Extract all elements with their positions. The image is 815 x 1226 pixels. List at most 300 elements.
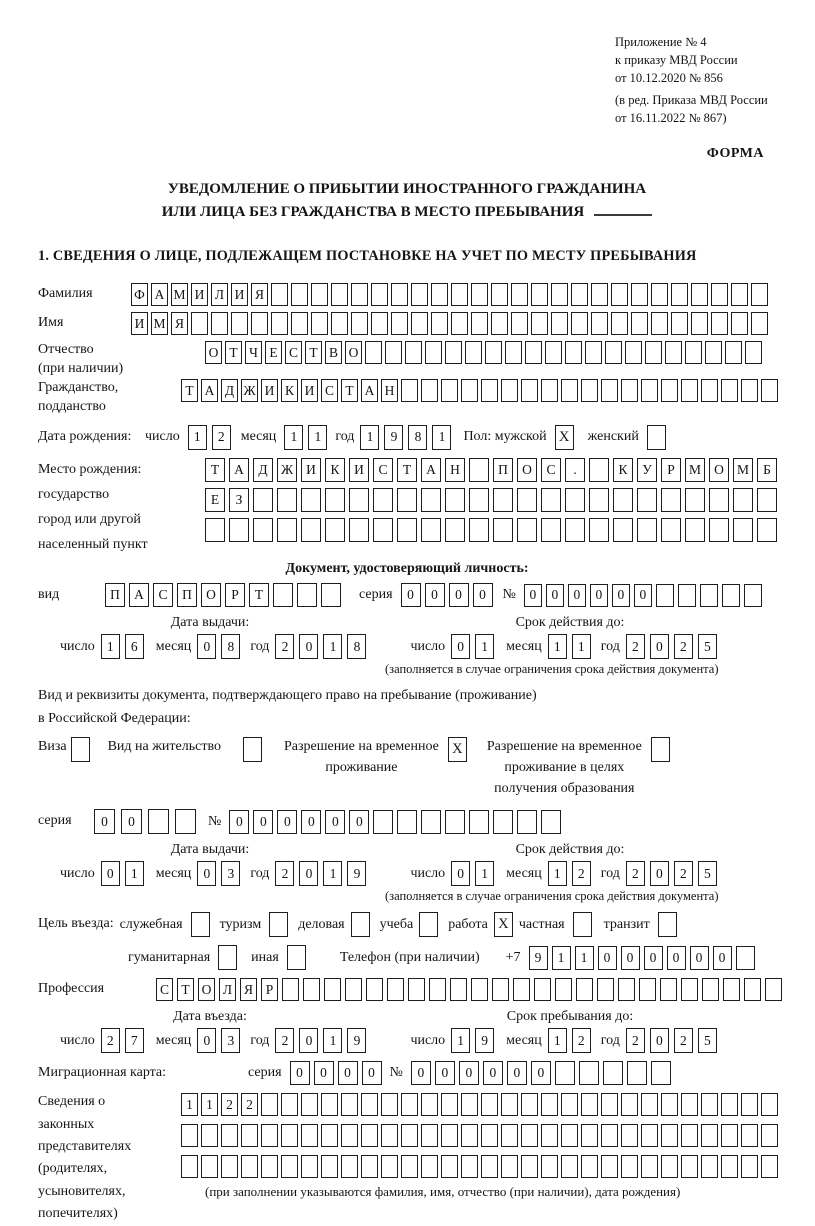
char-cell[interactable]: О [709, 458, 729, 482]
char-cell[interactable] [411, 312, 428, 335]
char-cell[interactable]: 0 [362, 1061, 382, 1085]
char-cell[interactable]: . [565, 458, 585, 482]
char-cell[interactable] [331, 312, 348, 335]
char-cell[interactable]: 2 [626, 634, 645, 659]
char-cell[interactable] [625, 341, 642, 364]
char-cell[interactable] [493, 488, 513, 512]
char-cell[interactable] [641, 379, 658, 402]
char-cell[interactable]: Ч [245, 341, 262, 364]
char-cell[interactable] [701, 1124, 718, 1147]
char-cell[interactable] [641, 1124, 658, 1147]
char-cell[interactable]: Л [211, 283, 228, 306]
char-cell[interactable] [661, 1093, 678, 1116]
char-cell[interactable]: 2 [275, 1028, 294, 1053]
char-cell[interactable] [534, 978, 551, 1001]
sex-female-checkbox[interactable] [647, 425, 666, 450]
char-cell[interactable] [561, 379, 578, 402]
char-cell[interactable] [701, 1155, 718, 1178]
char-cell[interactable] [148, 809, 169, 834]
char-cell[interactable] [744, 978, 761, 1001]
char-cell[interactable] [611, 283, 628, 306]
char-cell[interactable] [331, 283, 348, 306]
char-cell[interactable]: 0 [449, 583, 469, 607]
char-cell[interactable]: О [517, 458, 537, 482]
char-cell[interactable] [321, 1093, 338, 1116]
char-cell[interactable]: 0 [197, 634, 216, 659]
char-cell[interactable]: 1 [323, 861, 342, 886]
char-cell[interactable] [181, 1155, 198, 1178]
char-cell[interactable] [561, 1093, 578, 1116]
char-cell[interactable] [721, 1155, 738, 1178]
char-cell[interactable]: Д [221, 379, 238, 402]
char-cell[interactable]: 1 [323, 1028, 342, 1053]
char-cell[interactable] [366, 978, 383, 1001]
char-cell[interactable] [421, 488, 441, 512]
char-cell[interactable]: 1 [548, 1028, 567, 1053]
char-cell[interactable] [469, 810, 489, 834]
purpose-work-checkbox[interactable]: X [494, 912, 513, 937]
char-cell[interactable] [175, 809, 196, 834]
char-cell[interactable]: 0 [425, 583, 445, 607]
char-cell[interactable]: 7 [125, 1028, 144, 1053]
char-cell[interactable] [381, 1124, 398, 1147]
char-cell[interactable]: 0 [301, 810, 321, 834]
char-cell[interactable] [261, 1093, 278, 1116]
char-cell[interactable] [401, 1093, 418, 1116]
char-cell[interactable] [301, 518, 321, 542]
char-cell[interactable] [471, 283, 488, 306]
char-cell[interactable] [445, 341, 462, 364]
char-cell[interactable] [361, 1124, 378, 1147]
char-cell[interactable] [621, 379, 638, 402]
char-cell[interactable] [349, 518, 369, 542]
char-cell[interactable]: 1 [475, 861, 494, 886]
char-cell[interactable]: 0 [314, 1061, 334, 1085]
char-cell[interactable] [281, 1124, 298, 1147]
char-cell[interactable]: У [637, 458, 657, 482]
char-cell[interactable] [551, 312, 568, 335]
char-cell[interactable]: 0 [197, 1028, 216, 1053]
char-cell[interactable] [373, 518, 393, 542]
char-cell[interactable] [685, 488, 705, 512]
char-cell[interactable]: К [281, 379, 298, 402]
char-cell[interactable] [381, 1155, 398, 1178]
char-cell[interactable]: П [493, 458, 513, 482]
temp-residence-checkbox[interactable]: X [448, 737, 467, 762]
char-cell[interactable]: 1 [451, 1028, 470, 1053]
char-cell[interactable] [555, 1061, 575, 1085]
char-cell[interactable] [521, 1124, 538, 1147]
char-cell[interactable]: П [105, 583, 125, 607]
char-cell[interactable]: Т [177, 978, 194, 1001]
char-cell[interactable] [251, 312, 268, 335]
char-cell[interactable] [381, 1093, 398, 1116]
char-cell[interactable] [491, 312, 508, 335]
char-cell[interactable] [461, 1124, 478, 1147]
char-cell[interactable] [637, 518, 657, 542]
char-cell[interactable]: А [151, 283, 168, 306]
char-cell[interactable] [461, 1093, 478, 1116]
char-cell[interactable]: Ж [241, 379, 258, 402]
char-cell[interactable] [681, 1124, 698, 1147]
char-cell[interactable] [581, 1093, 598, 1116]
char-cell[interactable]: А [361, 379, 378, 402]
char-cell[interactable] [469, 518, 489, 542]
char-cell[interactable]: 6 [125, 634, 144, 659]
char-cell[interactable]: 0 [531, 1061, 551, 1085]
char-cell[interactable]: 0 [690, 946, 709, 970]
char-cell[interactable] [325, 518, 345, 542]
char-cell[interactable] [231, 312, 248, 335]
char-cell[interactable]: 8 [347, 634, 366, 659]
char-cell[interactable] [531, 283, 548, 306]
char-cell[interactable] [253, 488, 273, 512]
char-cell[interactable] [511, 312, 528, 335]
char-cell[interactable] [565, 341, 582, 364]
char-cell[interactable]: 8 [221, 634, 240, 659]
char-cell[interactable] [501, 1155, 518, 1178]
char-cell[interactable] [733, 518, 753, 542]
char-cell[interactable] [505, 341, 522, 364]
char-cell[interactable] [181, 1124, 198, 1147]
char-cell[interactable]: 1 [125, 861, 144, 886]
char-cell[interactable] [597, 978, 614, 1001]
char-cell[interactable]: О [198, 978, 215, 1001]
char-cell[interactable] [445, 488, 465, 512]
char-cell[interactable] [581, 1155, 598, 1178]
char-cell[interactable] [551, 283, 568, 306]
char-cell[interactable] [744, 584, 762, 607]
char-cell[interactable] [481, 1155, 498, 1178]
char-cell[interactable]: Т [205, 458, 225, 482]
char-cell[interactable] [351, 283, 368, 306]
char-cell[interactable] [324, 978, 341, 1001]
char-cell[interactable]: 0 [459, 1061, 479, 1085]
char-cell[interactable] [581, 379, 598, 402]
char-cell[interactable]: 0 [435, 1061, 455, 1085]
char-cell[interactable] [705, 341, 722, 364]
char-cell[interactable] [571, 283, 588, 306]
char-cell[interactable] [301, 1093, 318, 1116]
char-cell[interactable] [701, 1093, 718, 1116]
char-cell[interactable] [701, 379, 718, 402]
purpose-study-checkbox[interactable] [419, 912, 438, 937]
temp-residence-education-checkbox[interactable] [651, 737, 670, 762]
char-cell[interactable]: 0 [349, 810, 369, 834]
char-cell[interactable] [736, 946, 755, 970]
purpose-tourism-checkbox[interactable] [269, 912, 288, 937]
char-cell[interactable]: 1 [284, 425, 303, 450]
char-cell[interactable] [301, 1124, 318, 1147]
char-cell[interactable] [681, 1155, 698, 1178]
char-cell[interactable]: М [171, 283, 188, 306]
char-cell[interactable] [651, 283, 668, 306]
visa-checkbox[interactable] [71, 737, 90, 762]
char-cell[interactable]: 1 [323, 634, 342, 659]
char-cell[interactable]: М [685, 458, 705, 482]
char-cell[interactable] [421, 518, 441, 542]
char-cell[interactable] [521, 379, 538, 402]
char-cell[interactable]: 9 [384, 425, 403, 450]
char-cell[interactable] [711, 312, 728, 335]
char-cell[interactable] [645, 341, 662, 364]
char-cell[interactable] [253, 518, 273, 542]
char-cell[interactable]: 2 [275, 861, 294, 886]
char-cell[interactable] [757, 488, 777, 512]
char-cell[interactable] [451, 283, 468, 306]
char-cell[interactable] [469, 488, 489, 512]
char-cell[interactable]: 0 [483, 1061, 503, 1085]
char-cell[interactable] [421, 1093, 438, 1116]
char-cell[interactable]: А [421, 458, 441, 482]
char-cell[interactable] [589, 458, 609, 482]
char-cell[interactable]: 1 [201, 1093, 218, 1116]
char-cell[interactable] [585, 341, 602, 364]
char-cell[interactable] [277, 518, 297, 542]
char-cell[interactable] [205, 518, 225, 542]
char-cell[interactable]: 1 [181, 1093, 198, 1116]
char-cell[interactable]: К [613, 458, 633, 482]
char-cell[interactable] [341, 1093, 358, 1116]
char-cell[interactable]: 2 [626, 861, 645, 886]
char-cell[interactable] [621, 1155, 638, 1178]
char-cell[interactable]: 1 [308, 425, 327, 450]
char-cell[interactable]: Я [251, 283, 268, 306]
char-cell[interactable]: 0 [401, 583, 421, 607]
char-cell[interactable]: И [231, 283, 248, 306]
char-cell[interactable] [722, 584, 740, 607]
char-cell[interactable]: 2 [626, 1028, 645, 1053]
char-cell[interactable]: 2 [212, 425, 231, 450]
purpose-humanitarian-checkbox[interactable] [218, 945, 237, 970]
char-cell[interactable] [641, 1155, 658, 1178]
char-cell[interactable]: О [345, 341, 362, 364]
char-cell[interactable] [725, 341, 742, 364]
char-cell[interactable] [601, 379, 618, 402]
char-cell[interactable] [611, 312, 628, 335]
purpose-business-checkbox[interactable] [351, 912, 370, 937]
char-cell[interactable] [401, 1155, 418, 1178]
char-cell[interactable] [603, 1061, 623, 1085]
char-cell[interactable]: 5 [698, 1028, 717, 1053]
char-cell[interactable] [345, 978, 362, 1001]
char-cell[interactable] [521, 1093, 538, 1116]
char-cell[interactable] [451, 312, 468, 335]
char-cell[interactable] [700, 584, 718, 607]
char-cell[interactable]: С [541, 458, 561, 482]
char-cell[interactable] [565, 518, 585, 542]
char-cell[interactable] [411, 283, 428, 306]
purpose-transit-checkbox[interactable] [658, 912, 677, 937]
char-cell[interactable] [555, 978, 572, 1001]
char-cell[interactable] [341, 1124, 358, 1147]
char-cell[interactable]: С [156, 978, 173, 1001]
char-cell[interactable]: 8 [408, 425, 427, 450]
char-cell[interactable]: 9 [475, 1028, 494, 1053]
char-cell[interactable] [721, 379, 738, 402]
char-cell[interactable] [631, 283, 648, 306]
char-cell[interactable] [545, 341, 562, 364]
char-cell[interactable]: И [261, 379, 278, 402]
char-cell[interactable]: 0 [121, 809, 142, 834]
char-cell[interactable]: Т [341, 379, 358, 402]
char-cell[interactable]: Д [253, 458, 273, 482]
char-cell[interactable] [429, 978, 446, 1001]
char-cell[interactable] [191, 312, 208, 335]
char-cell[interactable] [702, 978, 719, 1001]
char-cell[interactable] [591, 312, 608, 335]
purpose-official-checkbox[interactable] [191, 912, 210, 937]
char-cell[interactable] [431, 283, 448, 306]
char-cell[interactable]: Т [249, 583, 269, 607]
char-cell[interactable]: 0 [229, 810, 249, 834]
char-cell[interactable] [685, 341, 702, 364]
char-cell[interactable] [221, 1155, 238, 1178]
char-cell[interactable] [311, 312, 328, 335]
char-cell[interactable] [471, 312, 488, 335]
char-cell[interactable] [561, 1124, 578, 1147]
char-cell[interactable] [241, 1155, 258, 1178]
char-cell[interactable]: 5 [698, 861, 717, 886]
char-cell[interactable]: Т [181, 379, 198, 402]
char-cell[interactable] [385, 341, 402, 364]
char-cell[interactable] [481, 1093, 498, 1116]
char-cell[interactable] [678, 584, 696, 607]
char-cell[interactable] [441, 1124, 458, 1147]
char-cell[interactable] [341, 1155, 358, 1178]
char-cell[interactable]: Я [240, 978, 257, 1001]
char-cell[interactable] [493, 810, 513, 834]
char-cell[interactable] [761, 379, 778, 402]
char-cell[interactable]: 0 [568, 584, 586, 607]
char-cell[interactable] [303, 978, 320, 1001]
char-cell[interactable] [282, 978, 299, 1001]
char-cell[interactable] [637, 488, 657, 512]
char-cell[interactable] [441, 1155, 458, 1178]
char-cell[interactable]: 3 [221, 1028, 240, 1053]
char-cell[interactable]: Е [265, 341, 282, 364]
char-cell[interactable]: 0 [621, 946, 640, 970]
char-cell[interactable] [445, 518, 465, 542]
char-cell[interactable] [281, 1155, 298, 1178]
char-cell[interactable]: 2 [101, 1028, 120, 1053]
char-cell[interactable] [391, 283, 408, 306]
char-cell[interactable] [576, 978, 593, 1001]
char-cell[interactable] [325, 488, 345, 512]
char-cell[interactable]: К [325, 458, 345, 482]
char-cell[interactable]: 0 [338, 1061, 358, 1085]
char-cell[interactable]: Т [397, 458, 417, 482]
char-cell[interactable] [311, 283, 328, 306]
char-cell[interactable] [281, 1093, 298, 1116]
char-cell[interactable] [761, 1093, 778, 1116]
char-cell[interactable] [721, 1093, 738, 1116]
char-cell[interactable] [613, 488, 633, 512]
char-cell[interactable]: 2 [241, 1093, 258, 1116]
char-cell[interactable] [421, 1124, 438, 1147]
char-cell[interactable]: 0 [650, 634, 669, 659]
char-cell[interactable] [751, 312, 768, 335]
char-cell[interactable]: 0 [94, 809, 115, 834]
char-cell[interactable]: 0 [411, 1061, 431, 1085]
char-cell[interactable]: 0 [197, 861, 216, 886]
char-cell[interactable]: И [349, 458, 369, 482]
char-cell[interactable] [469, 458, 489, 482]
char-cell[interactable] [541, 1124, 558, 1147]
char-cell[interactable] [541, 379, 558, 402]
char-cell[interactable] [297, 583, 317, 607]
char-cell[interactable]: 0 [101, 861, 120, 886]
char-cell[interactable] [485, 341, 502, 364]
char-cell[interactable]: 0 [612, 584, 630, 607]
char-cell[interactable] [741, 1124, 758, 1147]
char-cell[interactable] [391, 312, 408, 335]
char-cell[interactable] [733, 488, 753, 512]
char-cell[interactable] [665, 341, 682, 364]
char-cell[interactable] [671, 312, 688, 335]
char-cell[interactable] [761, 1124, 778, 1147]
char-cell[interactable]: З [229, 488, 249, 512]
char-cell[interactable] [621, 1093, 638, 1116]
char-cell[interactable]: В [325, 341, 342, 364]
char-cell[interactable]: 2 [275, 634, 294, 659]
char-cell[interactable]: Л [219, 978, 236, 1001]
char-cell[interactable]: 0 [253, 810, 273, 834]
char-cell[interactable]: 0 [713, 946, 732, 970]
char-cell[interactable] [441, 1093, 458, 1116]
char-cell[interactable]: П [177, 583, 197, 607]
char-cell[interactable] [273, 583, 293, 607]
char-cell[interactable] [661, 379, 678, 402]
char-cell[interactable]: 0 [451, 861, 470, 886]
char-cell[interactable] [601, 1093, 618, 1116]
char-cell[interactable]: А [129, 583, 149, 607]
char-cell[interactable]: 1 [360, 425, 379, 450]
char-cell[interactable] [397, 810, 417, 834]
char-cell[interactable]: Е [205, 488, 225, 512]
char-cell[interactable] [761, 1155, 778, 1178]
char-cell[interactable] [589, 518, 609, 542]
char-cell[interactable] [321, 1155, 338, 1178]
char-cell[interactable] [349, 488, 369, 512]
char-cell[interactable] [571, 312, 588, 335]
char-cell[interactable] [211, 312, 228, 335]
char-cell[interactable] [765, 978, 782, 1001]
char-cell[interactable] [291, 283, 308, 306]
char-cell[interactable] [371, 283, 388, 306]
char-cell[interactable] [621, 1124, 638, 1147]
char-cell[interactable] [745, 341, 762, 364]
char-cell[interactable]: 1 [188, 425, 207, 450]
char-cell[interactable]: Н [381, 379, 398, 402]
char-cell[interactable] [501, 1093, 518, 1116]
char-cell[interactable]: С [285, 341, 302, 364]
char-cell[interactable]: 0 [667, 946, 686, 970]
char-cell[interactable] [387, 978, 404, 1001]
purpose-private-checkbox[interactable] [573, 912, 592, 937]
char-cell[interactable]: 0 [473, 583, 493, 607]
char-cell[interactable] [241, 1124, 258, 1147]
char-cell[interactable]: И [131, 312, 148, 335]
char-cell[interactable]: Ф [131, 283, 148, 306]
char-cell[interactable] [741, 1155, 758, 1178]
char-cell[interactable] [361, 1093, 378, 1116]
char-cell[interactable] [425, 341, 442, 364]
char-cell[interactable] [517, 488, 537, 512]
char-cell[interactable] [461, 379, 478, 402]
char-cell[interactable]: 0 [299, 634, 318, 659]
char-cell[interactable] [709, 518, 729, 542]
